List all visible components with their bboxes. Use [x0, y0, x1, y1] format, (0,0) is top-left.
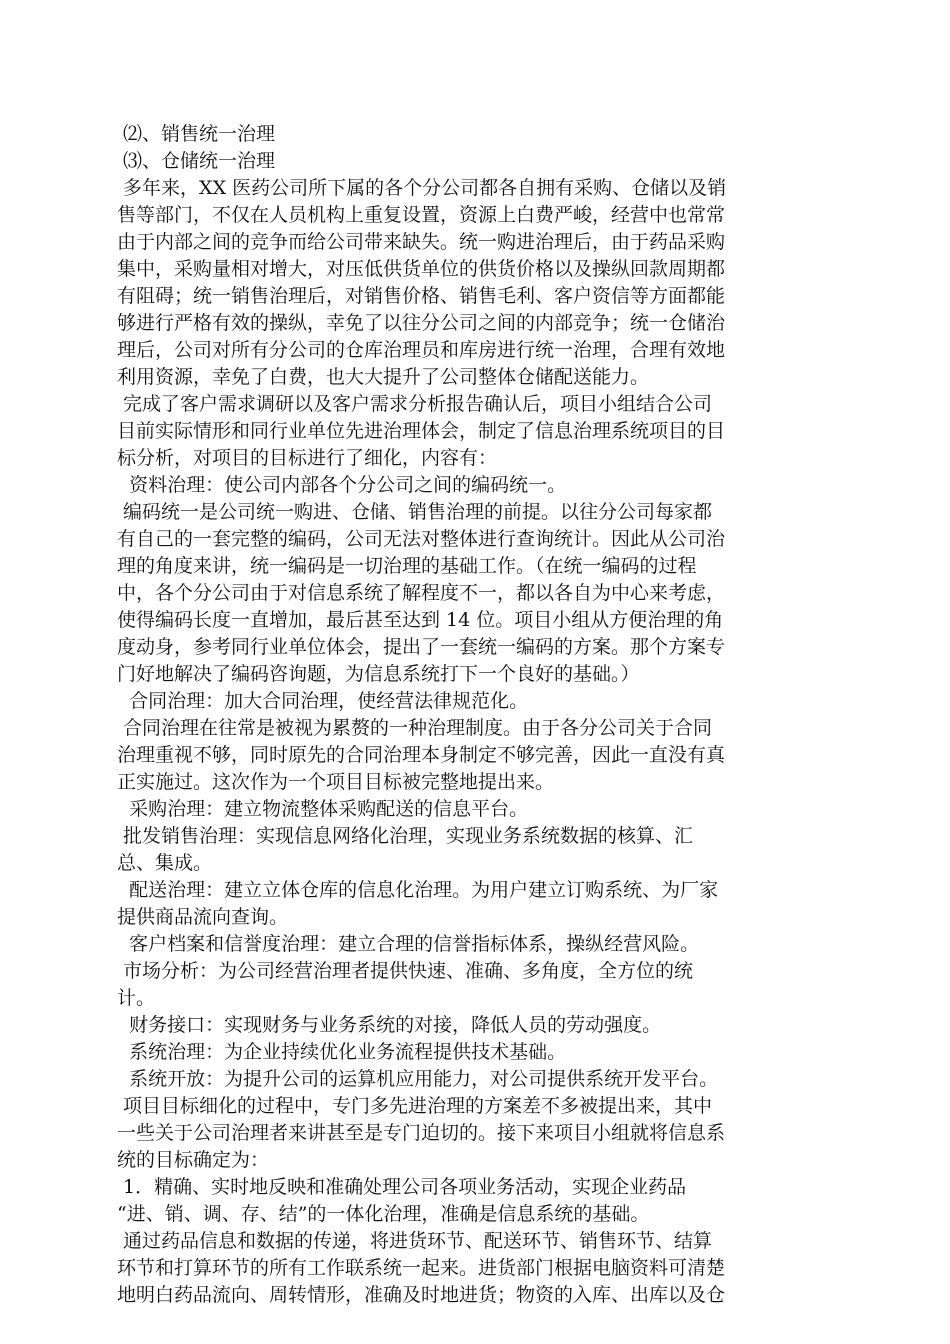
text-line: 正实施过。这次作为一个项目目标被完整地提出来。: [117, 771, 555, 793]
text-line: 计。: [117, 987, 156, 1009]
text-line: 目前实际情形和同行业单位先进治理体会，制定了信息治理系统项目的目: [117, 420, 726, 442]
text-line: 够进行严格有效的操纵，幸免了以往分公司之间的内部竞争；统一仓储治: [117, 312, 726, 334]
text-line: 由于内部之间的竞争而给公司带来缺失。统一购进治理后，由于药品采购: [117, 231, 726, 253]
document-body: [117, 121, 832, 1309]
text-line: 市场分析：为公司经营治理者提供快速、准确、多角度，全方位的统: [117, 960, 694, 982]
text-line: 客户档案和信誉度治理：建立合理的信誉指标体系，操纵经营风险。: [117, 933, 700, 955]
text-line: 有阻碍；统一销售治理后，对销售价格、销售毛利、客户资信等方面都能: [117, 285, 726, 307]
text-line: 理后，公司对所有分公司的仓库治理员和库房进行统一治理，合理有效地: [117, 339, 726, 361]
text-line: 配送治理：建立立体仓库的信息化治理。为用户建立订购系统、为厂家: [117, 879, 719, 901]
text-line: 1．精确、实时地反映和准确处理公司各项业务活动，实现企业药品: [117, 1176, 687, 1198]
text-line: 合同治理在往常是被视为累赘的一种治理制度。由于各分公司关于合同: [117, 717, 713, 739]
text-line: 治理重视不够，同时原先的合同治理本身制定不够完善，因此一直没有真: [117, 744, 726, 766]
text-line: 资料治理：使公司内部各个分公司之间的编码统一。: [117, 474, 567, 496]
text-line: 系统开放：为提升公司的运算机应用能力，对公司提供系统开发平台。: [117, 1068, 719, 1090]
text-line: 项目目标细化的过程中，专门多先进治理的方案差不多被提出来，其中: [117, 1095, 713, 1117]
text-line: 总、集成。: [117, 852, 213, 874]
text-line: 集中，采购量相对增大，对压低供货单位的供货价格以及操纵回款周期都: [117, 258, 726, 280]
text-line: ⑶、仓储统一治理: [117, 150, 276, 172]
text-line: 环节和打算环节的所有工作联系统一起来。进货部门根据电脑资料可清楚: [117, 1257, 726, 1279]
text-line: 批发销售治理：实现信息网络化治理，实现业务系统数据的核算、汇: [117, 825, 694, 847]
text-line: 多年来，XX 医药公司所下属的各个分公司都各自拥有采购、仓储以及销: [117, 177, 727, 199]
text-line: 系统治理：为企业持续优化业务流程提供技术基础。: [117, 1041, 567, 1063]
text-line: 通过药品信息和数据的传递，将进货环节、配送环节、销售环节、结算: [117, 1230, 713, 1252]
text-line: 一些关于公司治理者来讲甚至是专门迫切的。接下来项目小组就将信息系: [117, 1122, 726, 1144]
text-line: ⑵、销售统一治理: [117, 123, 276, 145]
text-line: 度动身，参考同行业单位体会，提出了一套统一编码的方案。那个方案专: [117, 636, 726, 658]
text-line: 统的目标确定为：: [117, 1149, 270, 1171]
text-line: 合同治理：加大合同治理，使经营法律规范化。: [117, 690, 529, 712]
text-line: 提供商品流向查询。: [117, 906, 289, 928]
text-line: 完成了客户需求调研以及客户需求分析报告确认后，项目小组结合公司: [117, 393, 713, 415]
text-line: 编码统一是公司统一购进、仓储、销售治理的前提。以往分公司每家都: [117, 501, 713, 523]
text-line: 门好地解决了编码咨询题，为信息系统打下一个良好的基础。）: [117, 663, 640, 685]
text-line: 售等部门，不仅在人员机构上重复设置，资源上白费严峻，经营中也常常: [117, 204, 726, 226]
text-line: 有自己的一套完整的编码，公司无法对整体进行查询统计。因此从公司治: [117, 528, 726, 550]
text-line: “进、销、调、存、结”的一体化治理，准确是信息系统的基础。: [117, 1203, 650, 1225]
text-line: 标分析，对项目的目标进行了细化，内容有：: [117, 447, 498, 469]
text-line: 中，各个分公司由于对信息系统了解程度不一，都以各自为中心来考虑，: [117, 582, 726, 604]
text-line: 利用资源，幸免了白费，也大大提升了公司整体仓储配送能力。: [117, 366, 650, 388]
text-line: 理的角度来讲，统一编码是一切治理的基础工作。（在统一编码的过程: [117, 555, 697, 577]
text-line: 地明白药品流向、周转情形，准确及时地进货；物资的入库、出库以及仓: [117, 1284, 726, 1306]
text-line: 使得编码长度一直增加，最后甚至达到 14 位。项目小组从方便治理的角: [117, 609, 724, 631]
text-line: 采购治理：建立物流整体采购配送的信息平台。: [117, 798, 529, 820]
text-line: 财务接口：实现财务与业务系统的对接，降低人员的劳动强度。: [117, 1014, 662, 1036]
